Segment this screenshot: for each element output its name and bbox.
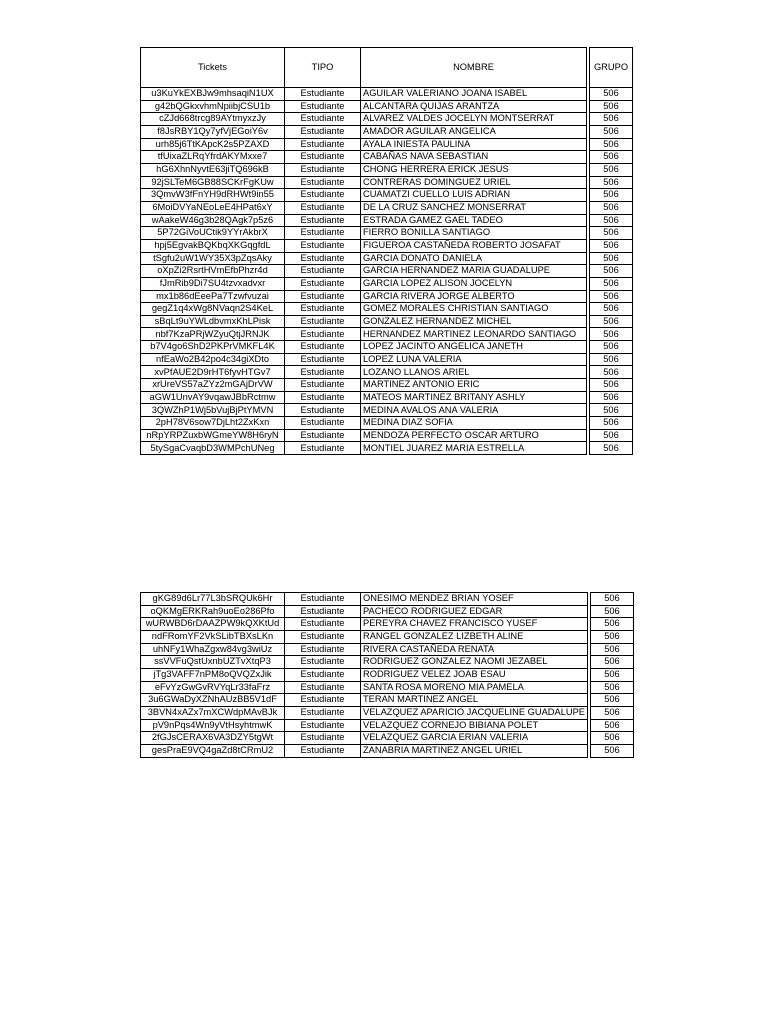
ticket-cell: jTg3VAFF7nPM8oQVQZxJik — [141, 668, 285, 681]
tipo-cell: Estudiante — [285, 189, 361, 202]
table-row — [141, 732, 634, 745]
table-row — [141, 353, 633, 366]
ticket-cell: tfUixaZLRqYfrdAKYMxxe7 — [141, 151, 285, 164]
table-row — [141, 605, 634, 618]
table-row — [141, 214, 633, 227]
grupo-cell: 506 — [590, 744, 633, 757]
ticket-cell: nbf7KzaPRjWZyuQtjJRNJK — [141, 328, 285, 341]
grupo-cell: 506 — [590, 630, 633, 643]
grupo-cell: 506 — [590, 404, 633, 417]
tipo-cell: Estudiante — [285, 100, 361, 113]
table-row — [141, 265, 633, 278]
grupo-cell: 506 — [590, 151, 633, 164]
table-row — [141, 189, 633, 202]
tipo-cell: Estudiante — [285, 404, 361, 417]
table-row — [141, 252, 633, 265]
tipo-cell: Estudiante — [285, 125, 361, 138]
grupo-cell: 506 — [590, 391, 633, 404]
tipo-cell: Estudiante — [285, 719, 361, 732]
table-row — [141, 694, 634, 707]
nombre-cell: ALCANTARA QUIJAS ARANTZA — [361, 100, 587, 113]
grupo-cell: 506 — [590, 88, 633, 101]
nombre-cell: LOPEZ JACINTO ANGELICA JANETH — [361, 341, 587, 354]
grupo-cell: 506 — [590, 719, 633, 732]
tipo-cell: Estudiante — [285, 341, 361, 354]
ticket-cell: 92jSLTeM6GB88SCKrFgKUw — [141, 176, 285, 189]
table-row — [141, 429, 633, 442]
ticket-cell: gegZ1q4xWg8NVaqn2S4KeL — [141, 303, 285, 316]
grupo-cell: 506 — [590, 214, 633, 227]
table-row — [141, 125, 633, 138]
grupo-cell: 506 — [590, 189, 633, 202]
nombre-cell: ZANABRIA MARTINEZ ANGEL URIEL — [361, 744, 588, 757]
table-row — [141, 668, 634, 681]
table-row — [141, 328, 633, 341]
nombre-cell: CUAMATZI CUELLO LUIS ADRIAN — [361, 189, 587, 202]
table-row — [141, 315, 633, 328]
table-row — [141, 290, 633, 303]
ticket-cell: aGW1UnvAY9vqawJBbRctmw — [141, 391, 285, 404]
nombre-cell: MEDINA AVALOS ANA VALERIA — [361, 404, 587, 417]
ticket-cell: sBqLt9uYWLdbvmxKhLPisk — [141, 315, 285, 328]
nombre-cell: RODRIGUEZ VELEZ JOAB ESAU — [361, 668, 588, 681]
ticket-cell: ssVVFuQstUxnbUZTvXtqP3 — [141, 656, 285, 669]
nombre-cell: GOMEZ MORALES CHRISTIAN SANTIAGO — [361, 303, 587, 316]
ticket-cell: fJmRib9Di7SU4tzvxadvxr — [141, 277, 285, 290]
nombre-cell: VELAZQUEZ CORNEJO BIBIANA POLET — [361, 719, 588, 732]
tipo-cell: Estudiante — [285, 227, 361, 240]
tipo-cell: Estudiante — [285, 706, 361, 719]
table-row — [141, 681, 634, 694]
tipo-cell: Estudiante — [285, 366, 361, 379]
tipo-cell: Estudiante — [285, 88, 361, 101]
nombre-cell: ONESIMO MENDEZ BRIAN YOSEF — [361, 593, 588, 606]
table-row — [141, 618, 634, 631]
table-row — [141, 277, 633, 290]
nombre-cell: CHONG HERRERA ERICK JESUS — [361, 163, 587, 176]
grupo-cell: 506 — [590, 379, 633, 392]
header-row — [141, 48, 633, 88]
tipo-cell: Estudiante — [285, 442, 361, 455]
nombre-cell: AGUILAR VALERIANO JOANA ISABEL — [361, 88, 587, 101]
ticket-cell: 3QmvW3fFnYH9dRHWt9in55 — [141, 189, 285, 202]
ticket-cell: hG6XhnNyvtE63jiTQ696kB — [141, 163, 285, 176]
table-body-2 — [141, 593, 634, 758]
ticket-cell: oQKMgERKRah9uoEo286Pfo — [141, 605, 285, 618]
nombre-cell: CONTRERAS DOMINGUEZ URIEL — [361, 176, 587, 189]
ticket-cell: xrUreVS57aZYz2mGAjDrVW — [141, 379, 285, 392]
nombre-cell: GONZALEZ HERNANDEZ MICHEL — [361, 315, 587, 328]
nombre-cell: LOPEZ LUNA VALERIA — [361, 353, 587, 366]
table-row — [141, 719, 634, 732]
ticket-cell: urh85j6TtKApcK2s5PZAXD — [141, 138, 285, 151]
nombre-cell: AYALA INIESTA PAULINA — [361, 138, 587, 151]
tipo-cell: Estudiante — [285, 252, 361, 265]
tickets-table-1 — [140, 47, 633, 455]
tipo-cell: Estudiante — [285, 732, 361, 745]
table-row — [141, 341, 633, 354]
nombre-cell: LOZANO LLANOS ARIEL — [361, 366, 587, 379]
tipo-cell: Estudiante — [285, 113, 361, 126]
grupo-cell: 506 — [590, 163, 633, 176]
tipo-cell: Estudiante — [285, 391, 361, 404]
grupo-cell: 506 — [590, 681, 633, 694]
ticket-cell: nRpYRPZuxbWGmeYW8H6ryN — [141, 429, 285, 442]
tipo-cell: Estudiante — [285, 176, 361, 189]
ticket-cell: gKG89d6Lr77L3bSRQUk6Hr — [141, 593, 285, 606]
table-row — [141, 100, 633, 113]
grupo-cell: 506 — [590, 643, 633, 656]
grupo-cell: 506 — [590, 328, 633, 341]
table-row — [141, 138, 633, 151]
table-row — [141, 391, 633, 404]
nombre-cell: ALVAREZ VALDES JOCELYN MONTSERRAT — [361, 113, 587, 126]
grupo-cell: 506 — [590, 315, 633, 328]
table-row — [141, 593, 634, 606]
table-row — [141, 417, 633, 430]
nombre-cell: RIVERA CASTAÑEDA RENATA — [361, 643, 588, 656]
tipo-cell: Estudiante — [285, 138, 361, 151]
grupo-cell: 506 — [590, 732, 633, 745]
grupo-cell: 506 — [590, 429, 633, 442]
header-grupo: GRUPO — [590, 48, 633, 88]
grupo-cell: 506 — [590, 366, 633, 379]
table-row — [141, 303, 633, 316]
nombre-cell: GARCIA RIVERA JORGE ALBERTO — [361, 290, 587, 303]
nombre-cell: MARTINEZ ANTONIO ERIC — [361, 379, 587, 392]
table-row — [141, 656, 634, 669]
grupo-cell: 506 — [590, 201, 633, 214]
nombre-cell: PEREYRA CHAVEZ FRANCISCO YUSEF — [361, 618, 588, 631]
grupo-cell: 506 — [590, 593, 633, 606]
ticket-cell: nfEaWo2B42po4c34giXDto — [141, 353, 285, 366]
header-nombre: NOMBRE — [361, 48, 587, 88]
table-row — [141, 239, 633, 252]
grupo-cell: 506 — [590, 417, 633, 430]
ticket-cell: 5P72GiVoUCtik9YYrAkbrX — [141, 227, 285, 240]
table-row — [141, 176, 633, 189]
grupo-cell: 506 — [590, 239, 633, 252]
table-row — [141, 151, 633, 164]
nombre-cell: FIERRO BONILLA SANTIAGO — [361, 227, 587, 240]
ticket-cell: cZJd668trcg89AYtmyxzJy — [141, 113, 285, 126]
tipo-cell: Estudiante — [285, 163, 361, 176]
tipo-cell: Estudiante — [285, 429, 361, 442]
grupo-cell: 506 — [590, 252, 633, 265]
nombre-cell: VELAZQUEZ APARICIO JACQUELINE GUADALUPE — [361, 706, 588, 719]
grupo-cell: 506 — [590, 227, 633, 240]
tipo-cell: Estudiante — [285, 214, 361, 227]
grupo-cell: 506 — [590, 113, 633, 126]
tipo-cell: Estudiante — [285, 328, 361, 341]
ticket-cell: ndFRomYF2VkSLibTBXsLKn — [141, 630, 285, 643]
tipo-cell: Estudiante — [285, 593, 361, 606]
ticket-cell: 5tySgaCvaqbD3WMPchUNeg — [141, 442, 285, 455]
tipo-cell: Estudiante — [285, 265, 361, 278]
ticket-cell: g42bQGkxvhmNpiibjCSU1b — [141, 100, 285, 113]
header-tickets: Tickets — [141, 48, 285, 88]
tipo-cell: Estudiante — [285, 417, 361, 430]
ticket-cell: mx1b86dEeePa7Tzwfvuzai — [141, 290, 285, 303]
ticket-cell: oXpZi2RsrtHVmEfbPhzr4d — [141, 265, 285, 278]
nombre-cell: CABAÑAS NAVA SEBASTIAN — [361, 151, 587, 164]
ticket-cell: 3u6GWaDyXZNhAUzBB5V1dF — [141, 694, 285, 707]
tipo-cell: Estudiante — [285, 744, 361, 757]
ticket-cell: wURWBD6rDAAZPW9kQXKtUd — [141, 618, 285, 631]
grupo-cell: 506 — [590, 618, 633, 631]
table-row — [141, 643, 634, 656]
tipo-cell: Estudiante — [285, 694, 361, 707]
nombre-cell: GARCIA LOPEZ ALISON JOCELYN — [361, 277, 587, 290]
nombre-cell: MEDINA DIAZ SOFIA — [361, 417, 587, 430]
grupo-cell: 506 — [590, 442, 633, 455]
ticket-cell: 3QWZhP1Wj5bVujBjPtYMVN — [141, 404, 285, 417]
ticket-cell: tSgfu2uW1WY35X3pZqsAky — [141, 252, 285, 265]
nombre-cell: PACHECO RODRIGUEZ EDGAR — [361, 605, 588, 618]
nombre-cell: DE LA CRUZ SANCHEZ MONSERRAT — [361, 201, 587, 214]
table-row — [141, 113, 633, 126]
tipo-cell: Estudiante — [285, 681, 361, 694]
ticket-cell: hpj5EgvakBQKbqXKGqgfdL — [141, 239, 285, 252]
grupo-cell: 506 — [590, 290, 633, 303]
nombre-cell: ESTRADA GAMEZ GAEL TADEO — [361, 214, 587, 227]
nombre-cell: RANGEL GONZALEZ LIZBETH ALINE — [361, 630, 588, 643]
nombre-cell: VELAZQUEZ GARCIA ERIAN VALERIA — [361, 732, 588, 745]
tipo-cell: Estudiante — [285, 151, 361, 164]
ticket-cell: pV9nPqs4Wn9yVtHsyhtmwK — [141, 719, 285, 732]
tipo-cell: Estudiante — [285, 239, 361, 252]
ticket-cell: b7V4go6ShD2PKPrVMKFL4K — [141, 341, 285, 354]
table-row — [141, 630, 634, 643]
nombre-cell: MENDOZA PERFECTO OSCAR ARTURO — [361, 429, 587, 442]
grupo-cell: 506 — [590, 353, 633, 366]
tipo-cell: Estudiante — [285, 643, 361, 656]
tipo-cell: Estudiante — [285, 353, 361, 366]
nombre-cell: AMADOR AGUILAR ANGELICA — [361, 125, 587, 138]
grupo-cell: 506 — [590, 125, 633, 138]
grupo-cell: 506 — [590, 656, 633, 669]
tipo-cell: Estudiante — [285, 630, 361, 643]
ticket-cell: 3BVN4xAZx7mXCWdpMAvBJk — [141, 706, 285, 719]
tipo-cell: Estudiante — [285, 290, 361, 303]
grupo-cell: 506 — [590, 694, 633, 707]
tipo-cell: Estudiante — [285, 605, 361, 618]
grupo-cell: 506 — [590, 100, 633, 113]
grupo-cell: 506 — [590, 176, 633, 189]
table-row — [141, 706, 634, 719]
ticket-cell: 2pH78V6sow7DjLht2ZxKxn — [141, 417, 285, 430]
tipo-cell: Estudiante — [285, 379, 361, 392]
table-row — [141, 379, 633, 392]
grupo-cell: 506 — [590, 605, 633, 618]
tipo-cell: Estudiante — [285, 303, 361, 316]
grupo-cell: 506 — [590, 303, 633, 316]
table-body-1 — [141, 88, 633, 455]
tipo-cell: Estudiante — [285, 277, 361, 290]
ticket-cell: wAakeW46g3b28QAgk7p5z6 — [141, 214, 285, 227]
table-row — [141, 227, 633, 240]
ticket-cell: 2fGJsCERAX6VA3DZY5tgWt — [141, 732, 285, 745]
ticket-cell: f8JsRBY1Qy7yfVjEGoiY6v — [141, 125, 285, 138]
table-row — [141, 744, 634, 757]
grupo-cell: 506 — [590, 706, 633, 719]
grupo-cell: 506 — [590, 138, 633, 151]
grupo-cell: 506 — [590, 668, 633, 681]
grupo-cell: 506 — [590, 265, 633, 278]
ticket-cell: uhNFy1WhaZgxw84vg3wiUz — [141, 643, 285, 656]
ticket-cell: 6MoiDVYaNEoLeE4HPat6xY — [141, 201, 285, 214]
tipo-cell: Estudiante — [285, 201, 361, 214]
ticket-cell: u3KuYkEXBJw9mhsaqiN1UX — [141, 88, 285, 101]
nombre-cell: RODRIGUEZ GONZALEZ NAOMI JEZABEL — [361, 656, 588, 669]
nombre-cell: TERAN MARTINEZ ANGEL — [361, 694, 588, 707]
nombre-cell: MATEOS MARTINEZ BRITANY ASHLY — [361, 391, 587, 404]
nombre-cell: FIGUEROA CASTAÑEDA ROBERTO JOSAFAT — [361, 239, 587, 252]
grupo-cell: 506 — [590, 277, 633, 290]
tipo-cell: Estudiante — [285, 656, 361, 669]
nombre-cell: SANTA ROSA MORENO MIA PAMELA — [361, 681, 588, 694]
tipo-cell: Estudiante — [285, 315, 361, 328]
tipo-cell: Estudiante — [285, 668, 361, 681]
nombre-cell: GARCIA DONATO DANIELA — [361, 252, 587, 265]
nombre-cell: GARCIA HERNANDEZ MARIA GUADALUPE — [361, 265, 587, 278]
nombre-cell: MONTIEL JUAREZ MARIA ESTRELLA — [361, 442, 587, 455]
table-row — [141, 88, 633, 101]
table-row — [141, 163, 633, 176]
ticket-cell: eFvYzGwGvRVYqLr33faFrz — [141, 681, 285, 694]
header-tipo: TIPO — [285, 48, 361, 88]
table-row — [141, 366, 633, 379]
tickets-table-2 — [140, 592, 634, 758]
ticket-cell: xvPfAUE2D9rHT6fyvHTGv7 — [141, 366, 285, 379]
table-row — [141, 404, 633, 417]
tipo-cell: Estudiante — [285, 618, 361, 631]
nombre-cell: HERNANDEZ MARTINEZ LEONARDO SANTIAGO — [361, 328, 587, 341]
table-row — [141, 442, 633, 455]
table-row — [141, 201, 633, 214]
grupo-cell: 506 — [590, 341, 633, 354]
ticket-cell: gesPraE9VQ4gaZd8tCRmU2 — [141, 744, 285, 757]
